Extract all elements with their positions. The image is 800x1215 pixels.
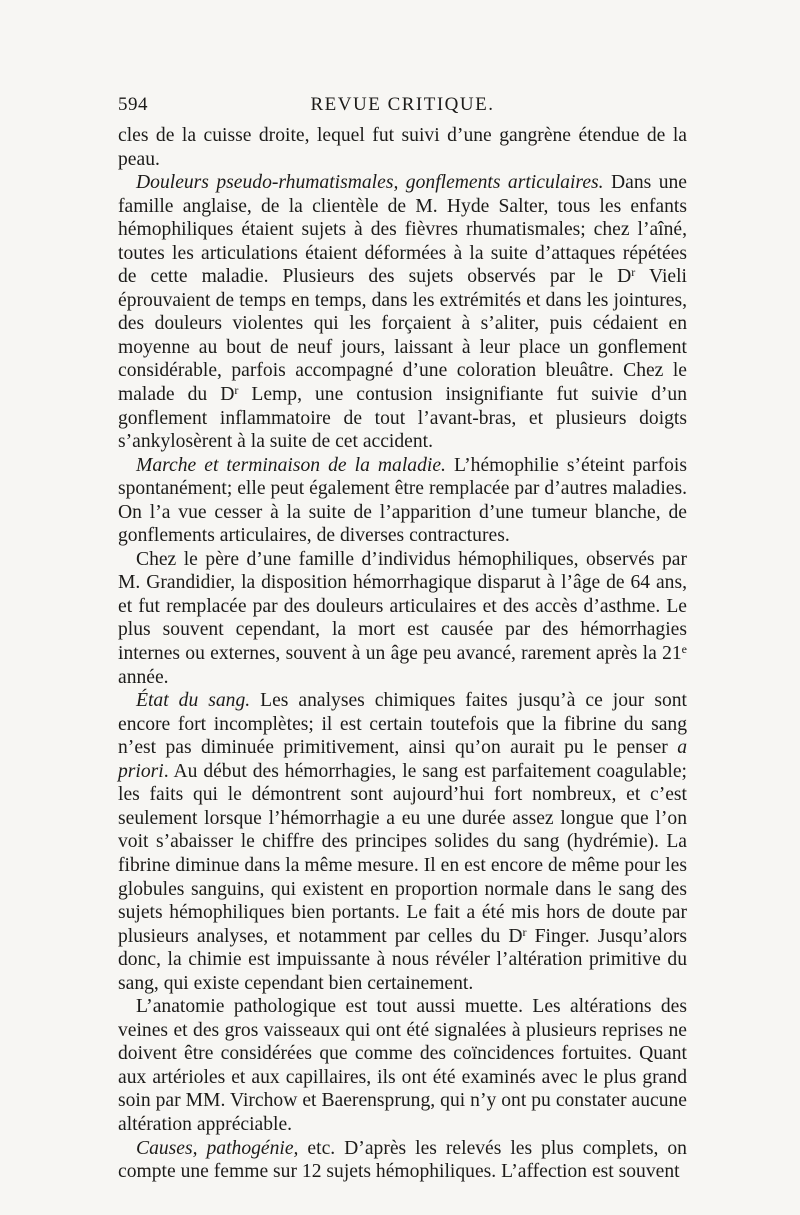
paragraph-marche: Marche et terminaison de la maladie. L’hémophilie s’éteint parfois spontanément; elle peut également être remplacée par d’autres maladies. On l’a vue cesser à la suite de l’apparition d’une tumeur blanche, de gonflements articulaires, de diverses contractures.: [118, 454, 687, 547]
paragraph-grandidier: Chez le père d’une famille d’individus hémophiliques, observés par M. Grandidier, la disposition hémorrhagique disparut à l’âge de 64 ans, et fut remplacée par des douleurs articulaires et des accès d’asthme. Le plus souvent cependant, la mort est causée par des hémorrhagies internes ou externes, souvent à un âge peu avancé, rarement après la 21e année.: [118, 548, 687, 688]
section-lead: Marche et terminaison de la maladie.: [136, 454, 446, 476]
paragraph-anatomie: L’anatomie pathologique est tout aussi muette. Les altérations des veines et des gros vaisseaux qui ont été signalées à plusieurs reprises ne doivent être considérées que comme des coïncidences fortuites. Quant aux artérioles et aux capillaires, ils ont été examinés avec le plus grand soin par MM. Virchow et Baerensprung, qui n’y ont pu constater aucune altération appréciable.: [118, 996, 687, 1135]
running-title: REVUE CRITIQUE.: [310, 94, 495, 115]
paragraph-douleurs: Douleurs pseudo-rhumatismales, gonflements articulaires. Dans une famille anglaise, de la clientèle de M. Hyde Salter, tous les enfants hémophiliques étaient sujets à des fièvres rhumatismales; chez l’aîné, toutes les articulations étaient déformées à la suite d’attaques répétées de cette maladie. Plusieurs des sujets observés par le $D^r$ Vieli éprouvaient de temps en temps, dans les extrémités et dans les jointures, des douleurs violentes qui les forçaient à s’aliter, puis cédaient en moyenne au bout de neuf jours, laissant à leur place un gonflement considérable, parfois accompagné d’une coloration bleuâtre. Chez le malade du $D^r$ Lemp, une contusion insignifiante fut suivie d’un gonflement inflammatoire de tout l’avant-bras, et plusieurs doigts s’ankylosèrent à la suite de cet accident.: [118, 172, 688, 453]
paragraph-etat-du-sang: État du sang. Les analyses chimiques faites jusqu’à ce jour sont encore fort incomplètes; il est certain toutefois que la fibrine du sang n’est pas diminuée primitivement, ainsi qu’on aurait pu le penser a priori. Au début des hémorrhagies, le sang est parfaitement coagulable; les faits qui le démontrent sont aujourd’hui fort nombreux, et c’est seulement lorsque l’hémorrhagie a eu une durée assez longue que l’on voit s’abaisser le chiffre des principes solides du sang (hydrémie). La fibrine diminue dans la même mesure. Il en est encore de même pour les globules sanguins, qui existent en proportion normale dans le sang des sujets hémophiliques bien portants. Le fait a été mis hors de doute par plusieurs analyses, et notamment par celles du $D^r$ Finger. Jusqu’alors donc, la chimie est impuissante à nous révéler l’altération primitive du sang, qui existe cependant bien certainement.: [118, 690, 687, 994]
section-lead: État du sang.: [136, 690, 251, 712]
page-number: 594: [118, 94, 148, 115]
section-lead: Douleurs pseudo-rhumatismales, gonflements articulaires.: [136, 172, 604, 194]
body-text: [118, 124, 687, 1184]
paragraph-continuation: cles de la cuisse droite, lequel fut suivi d’une gangrène étendue de la peau.: [118, 125, 687, 170]
section-lead: Causes, pathogénie,: [136, 1137, 299, 1159]
paragraph-causes: Causes, pathogénie, etc. D’après les relevés les plus complets, on compte une femme sur 12 sujets hémophiliques. L’affection est souvent: [118, 1137, 687, 1183]
page-header: [118, 94, 687, 124]
